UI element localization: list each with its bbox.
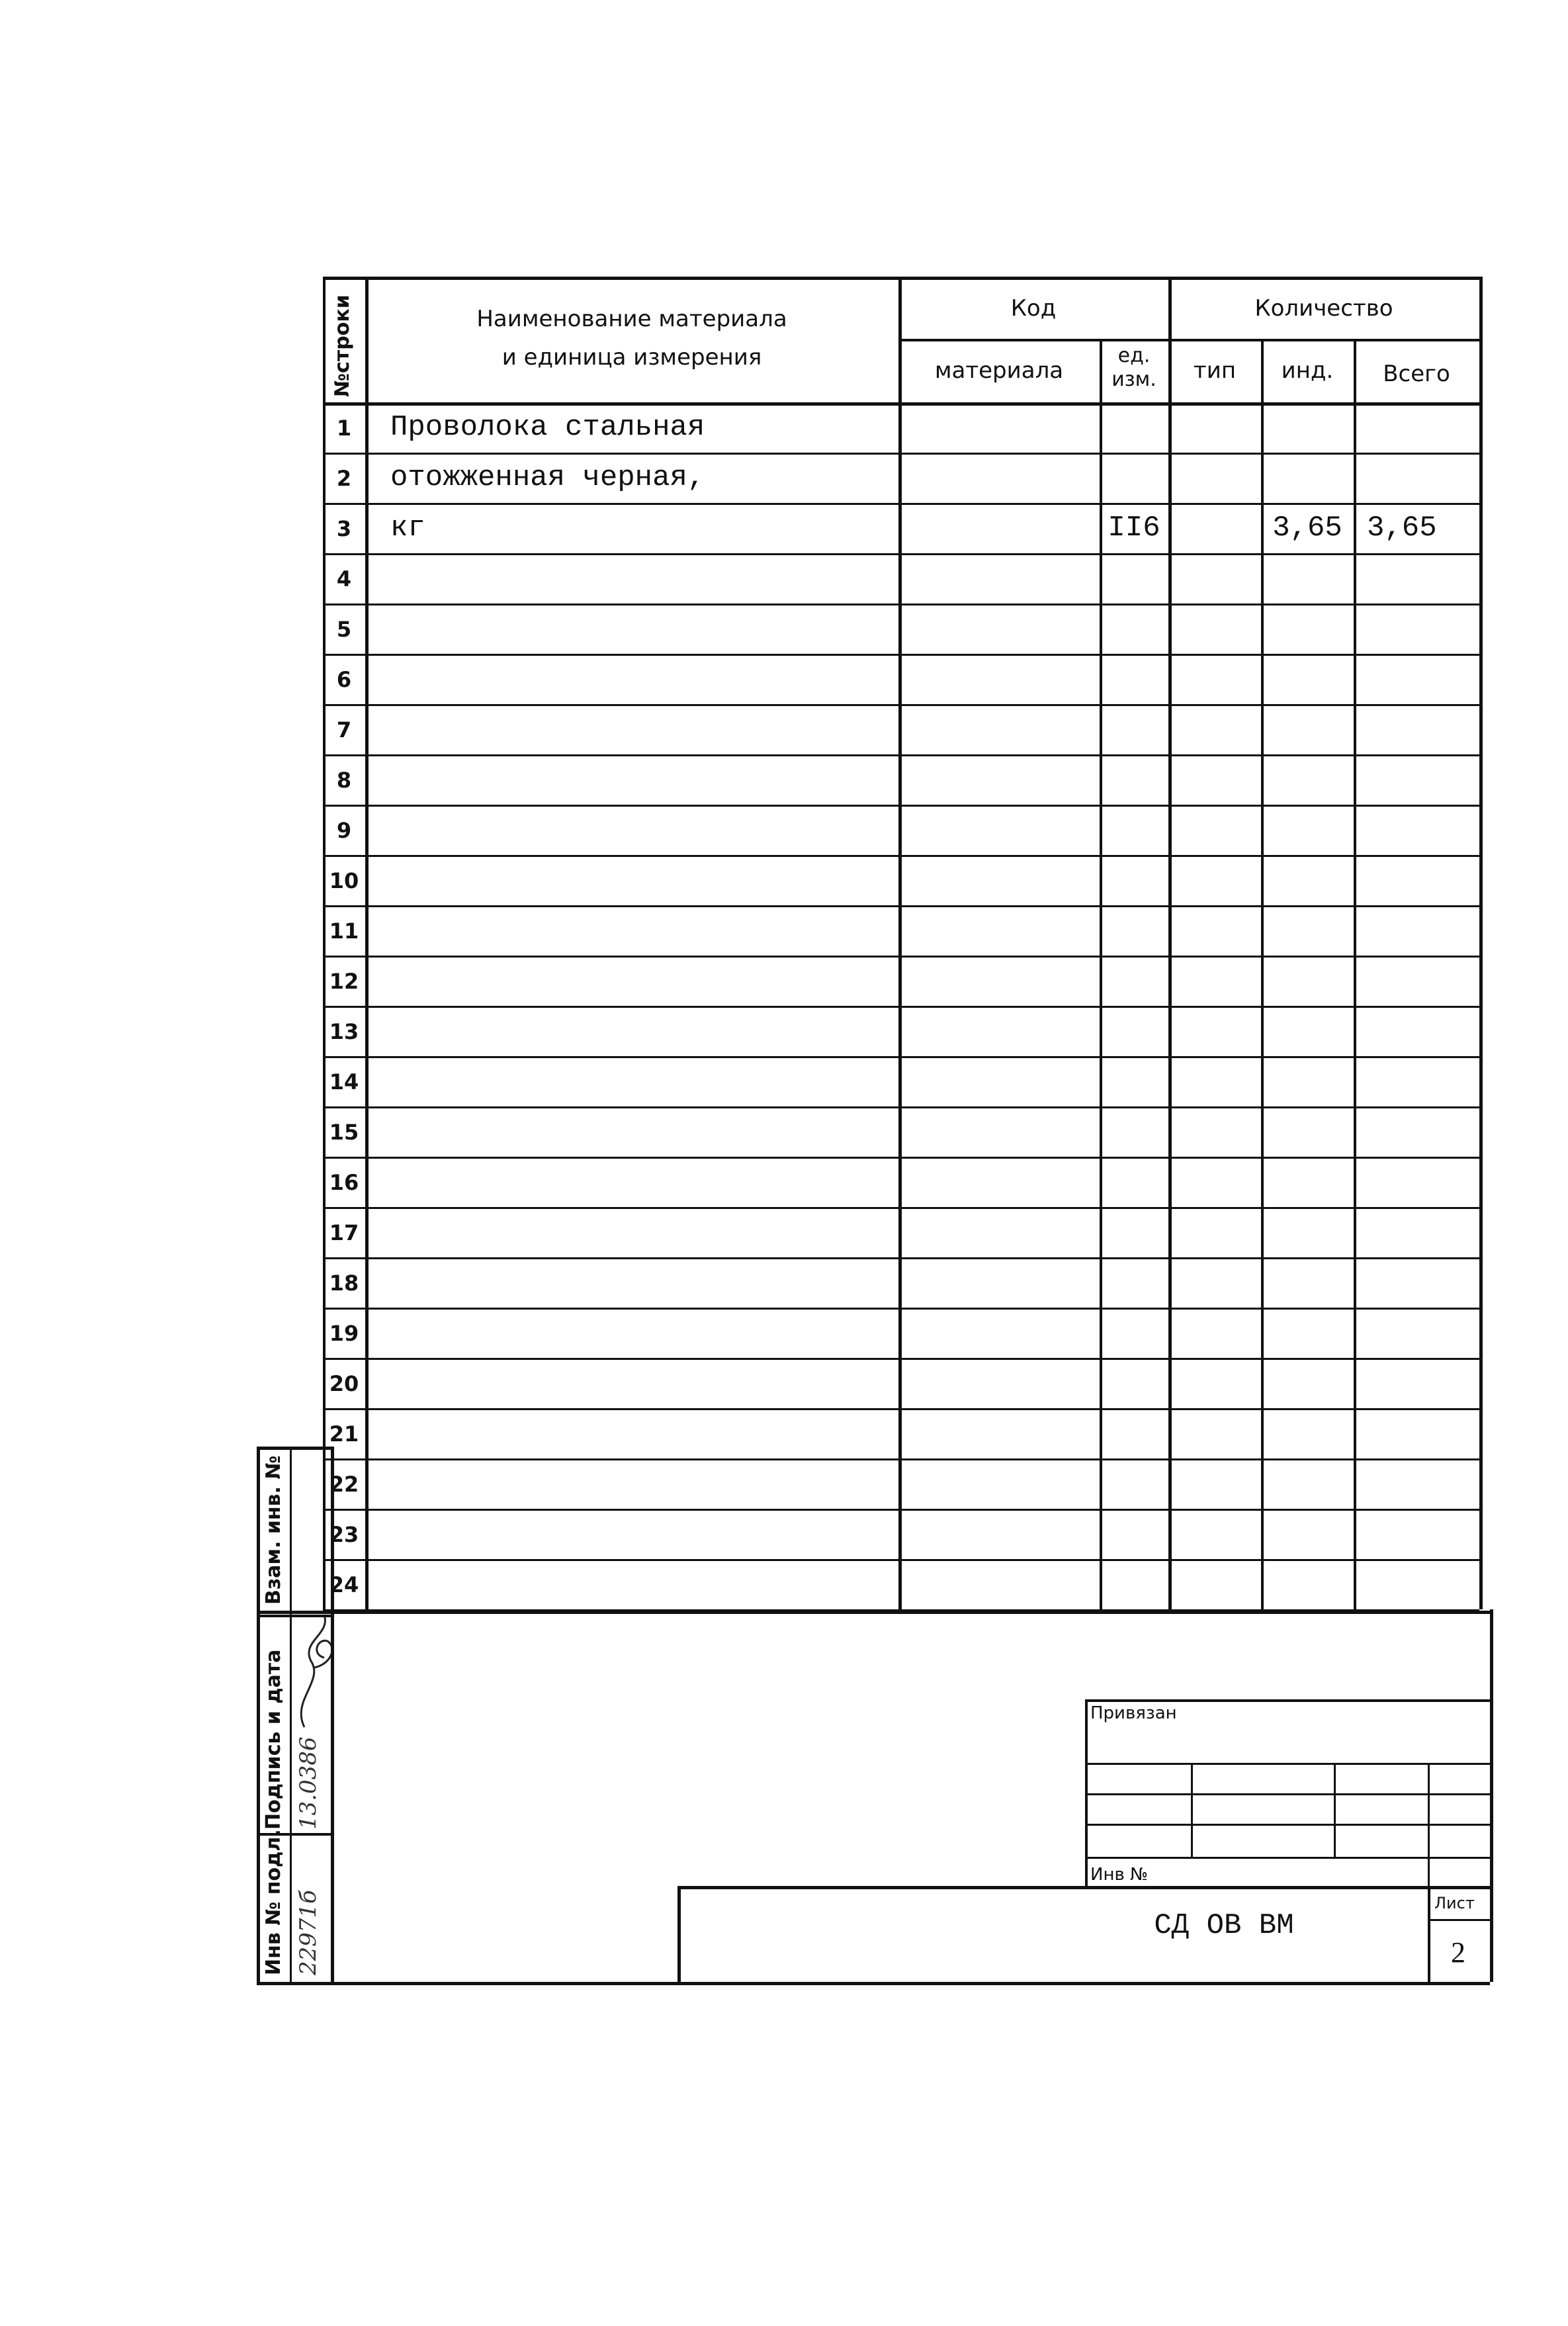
rule-line xyxy=(323,1006,1479,1008)
side-sign-value: 13.0386 xyxy=(295,1736,322,1830)
rule-line xyxy=(677,1886,1490,1889)
row-qty-total: 3,65 xyxy=(1367,512,1437,545)
stamp-inv-no: Инв № xyxy=(1090,1865,1149,1885)
stamp-list-value: 2 xyxy=(1451,1936,1465,1969)
header-quantity: Количество xyxy=(1254,295,1393,322)
stamp-list-label: Лист xyxy=(1434,1894,1475,1912)
rule-line xyxy=(331,1447,334,1982)
side-label-podpis-data: Подпись и дата xyxy=(262,1649,285,1830)
rule-line xyxy=(257,1611,1490,1614)
rule-line xyxy=(323,1458,1479,1460)
row-number: 8 xyxy=(336,768,352,793)
rule-line xyxy=(323,905,1479,907)
row-number: 13 xyxy=(329,1019,359,1044)
rule-line xyxy=(257,1447,260,1982)
row-number: 6 xyxy=(336,667,352,692)
header-code: Код xyxy=(1010,295,1057,322)
rule-line xyxy=(323,956,1479,958)
rule-line xyxy=(323,1056,1479,1058)
row-number: 24 xyxy=(329,1572,359,1597)
row-number: 15 xyxy=(329,1120,359,1145)
header-qty-type: тип xyxy=(1193,357,1237,384)
rule-line xyxy=(1085,1699,1490,1702)
side-label-vzam-inv: Взам. инв. № xyxy=(262,1455,285,1605)
rule-line xyxy=(323,1207,1479,1209)
row-number: 20 xyxy=(329,1371,359,1396)
rule-line xyxy=(1428,1886,1430,1982)
row-number: 4 xyxy=(336,566,352,592)
rule-line xyxy=(257,1447,331,1450)
row-number: 18 xyxy=(329,1271,359,1296)
row-number: 12 xyxy=(329,969,359,994)
row-number: 14 xyxy=(329,1069,359,1095)
rule-line xyxy=(323,1157,1479,1159)
header-qty-ind: инд. xyxy=(1281,357,1334,384)
header-qty-total: Всего xyxy=(1383,361,1450,387)
rule-line xyxy=(323,453,1479,455)
row-number: 3 xyxy=(336,516,352,541)
rule-line xyxy=(1490,1609,1493,1982)
signature-mark xyxy=(284,1601,351,1734)
rule-line xyxy=(257,1615,331,1617)
rule-line xyxy=(323,1106,1479,1108)
header-name-line2: и единица измерения xyxy=(501,344,762,371)
row-number: 16 xyxy=(329,1170,359,1195)
row-number: 19 xyxy=(329,1321,359,1346)
row-number: 5 xyxy=(336,617,352,642)
rule-line xyxy=(323,654,1479,656)
rule-line xyxy=(290,1447,292,1982)
row-number: 23 xyxy=(329,1522,359,1547)
row-number: 22 xyxy=(329,1472,359,1497)
rule-line xyxy=(257,1982,1490,1985)
rule-line xyxy=(323,1509,1479,1511)
rule-line xyxy=(323,805,1479,807)
rule-line xyxy=(323,754,1479,756)
rule-line xyxy=(323,604,1479,605)
side-inv-value: 22971б xyxy=(295,1890,322,1975)
side-label-inv-podl: Инв № подл. xyxy=(262,1829,285,1975)
rule-line xyxy=(323,1408,1479,1410)
row-unit-code: II6 xyxy=(1108,512,1160,545)
rule-line xyxy=(677,1886,681,1982)
rule-line xyxy=(1428,1919,1490,1921)
rule-line xyxy=(323,1559,1479,1561)
row-name: Проволока стальная xyxy=(390,411,705,444)
header-code-unit: ед. изм. xyxy=(1111,344,1156,391)
stamp-document-code: СД ОВ ВМ xyxy=(1154,1909,1294,1942)
rule-line xyxy=(323,1257,1479,1259)
rule-line xyxy=(323,855,1479,857)
stamp-privyazan: Привязан xyxy=(1090,1703,1177,1723)
rule-line xyxy=(323,553,1479,555)
rule-line xyxy=(1334,1763,1336,1857)
rule-line xyxy=(1479,277,1483,1609)
header-code-material: материала xyxy=(934,357,1064,384)
rule-line xyxy=(323,503,1479,505)
row-number: 2 xyxy=(336,466,352,491)
row-qty-ind: 3,65 xyxy=(1272,512,1342,545)
row-name: кг xyxy=(390,512,425,545)
rule-line xyxy=(1191,1763,1193,1857)
row-name: отожженная черная, xyxy=(390,461,705,494)
rule-line xyxy=(1428,1763,1430,1886)
rule-line xyxy=(323,704,1479,706)
row-number: 17 xyxy=(329,1220,359,1245)
rule-line xyxy=(257,1833,331,1836)
row-number: 7 xyxy=(336,717,352,742)
header-row-number: №строки xyxy=(331,294,354,397)
rule-line xyxy=(323,1358,1479,1360)
row-number: 11 xyxy=(329,918,359,944)
rule-line xyxy=(1354,339,1356,1609)
row-number: 10 xyxy=(329,868,359,893)
header-name-line1: Наименование материала xyxy=(476,306,787,332)
row-number: 21 xyxy=(329,1421,359,1447)
row-number: 1 xyxy=(336,416,352,441)
row-number: 9 xyxy=(336,818,352,843)
rule-line xyxy=(898,339,1479,341)
rule-line xyxy=(323,1308,1479,1310)
